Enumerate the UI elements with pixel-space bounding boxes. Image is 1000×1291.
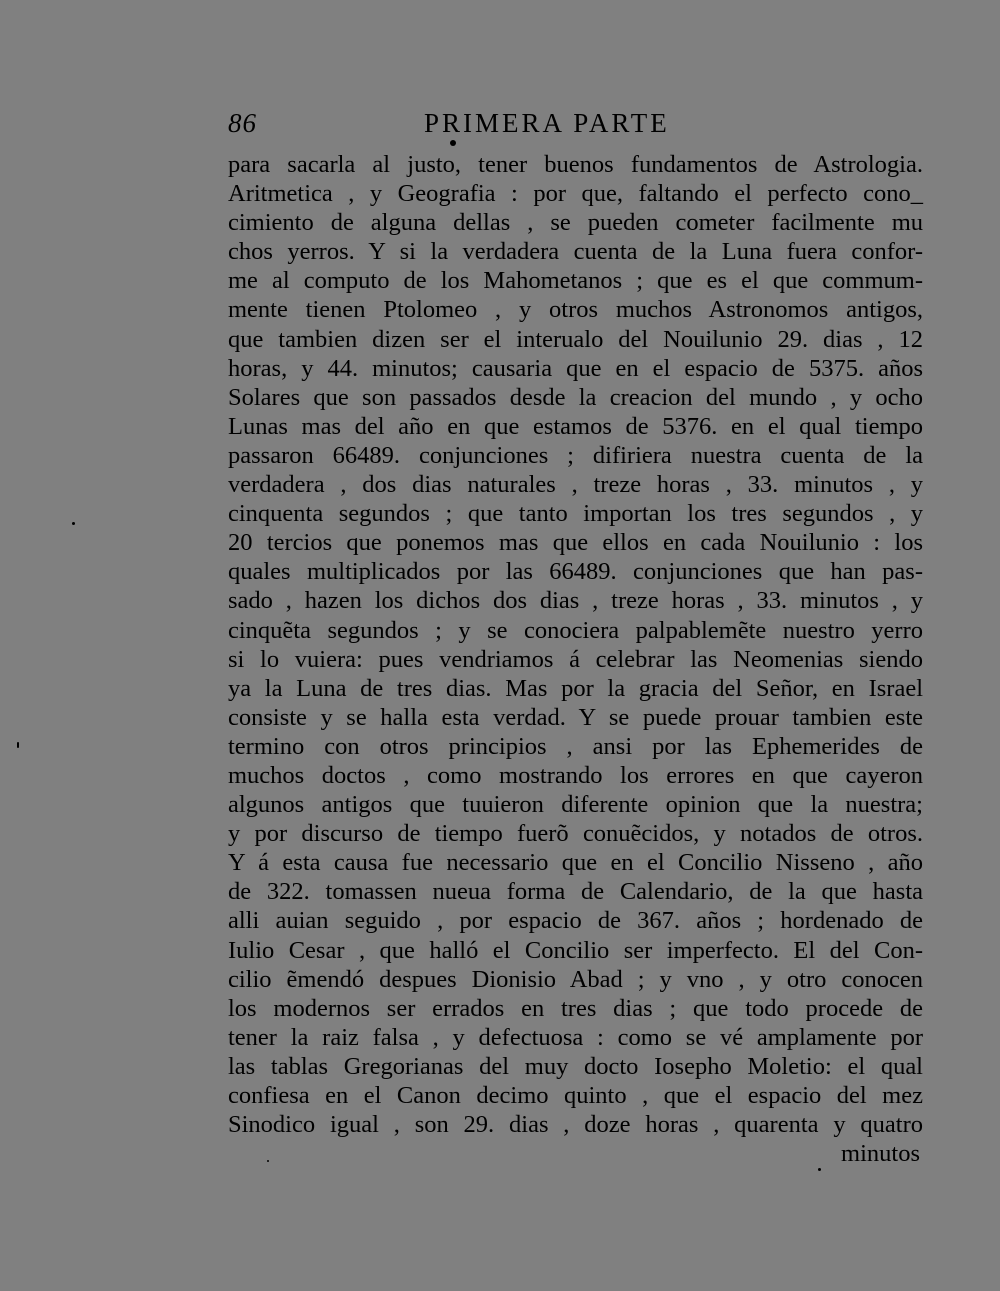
text-line: verdadera , dos dias naturales , treze horas , 33. minutos , y <box>228 471 923 499</box>
text-line: me al computo de los Mahometanos ; que es el que commum- <box>228 267 923 295</box>
text-line: algunos antigos que tuuieron diferente opinion que la nuestra; <box>228 791 923 819</box>
text-line: confiesa en el Canon decimo quinto , que el espacio del mez <box>228 1082 923 1109</box>
catchword: minutos <box>841 1140 920 1168</box>
text-line: Lunas mas del año en que estamos de 5376. en el qual tiempo <box>228 412 923 440</box>
text-line: Y á esta causa fue necessario que en el Concilio Nisseno , año <box>228 849 923 877</box>
text-line: passaron 66489. conjunciones ; difiriera nuestra cuenta de la <box>228 441 923 469</box>
page-header <box>228 108 728 144</box>
text-line: de 322. tomassen nueua forma de Calendario, de la que hasta <box>228 878 923 906</box>
page-number: 86 <box>228 108 257 138</box>
ink-speck <box>72 522 75 525</box>
text-line: que tambien dizen ser el interualo del Nouilunio 29. dias , 12 <box>228 325 923 353</box>
text-line: muchos doctos , como mostrando los errores en que cayeron <box>228 761 923 789</box>
text-line: termino con otros principios , ansi por las Ephemerides de <box>228 732 923 760</box>
text-line: 20 tercios que ponemos mas que ellos en cada Nouilunio : los <box>228 529 923 557</box>
ink-speck <box>17 742 19 748</box>
text-line: y por discurso de tiempo fuerõ conuẽcidos, y notados de otros. <box>228 820 923 848</box>
text-line: Aritmetica , y Geografia : por que, faltando el perfecto cono_ <box>228 180 923 208</box>
text-line: quales multiplicados por las 66489. conjunciones que han pas- <box>228 558 923 586</box>
ink-speck <box>818 1168 821 1171</box>
text-line: sado , hazen los dichos dos dias , treze horas , 33. minutos , y <box>228 587 923 615</box>
text-line: tener la raiz falsa , y defectuosa : como se vé amplamente por <box>228 1023 923 1051</box>
text-line: las tablas Gregorianas del muy docto Iosepho Moletio: el qual <box>228 1052 923 1080</box>
text-line: cilio ẽmendó despues Dionisio Abad ; y vno , y otro conocen <box>228 965 923 993</box>
text-line: cinquẽta segundos ; y se conociera palpablemẽte nuestro yerro <box>228 616 923 644</box>
running-head: PRIMERA PARTE <box>424 108 670 138</box>
text-line: si lo vuiera: pues vendriamos á celebrar las Neomenias siendo <box>228 645 923 673</box>
text-line: Solares que son passados desde la creacion del mundo , y ocho <box>228 383 923 411</box>
ink-speck <box>267 1160 269 1162</box>
text-line: consiste y se halla esta verdad. Y se puede prouar tambien este <box>228 703 923 731</box>
text-line: alli auian seguido , por espacio de 367. años ; hordenado de <box>228 907 923 935</box>
text-line: para sacarla al justo, tener buenos fundamentos de Astrologia. <box>228 151 923 178</box>
text-line: Sinodico igual , son 29. dias , doze horas , quarenta y quatro <box>228 1111 923 1139</box>
text-line: mente tienen Ptolomeo , y otros muchos Astronomos antigos, <box>228 296 923 324</box>
text-line: ya la Luna de tres dias. Mas por la gracia del Señor, en Israel <box>228 674 923 702</box>
text-line: Iulio Cesar , que halló el Concilio ser imperfecto. El del Con- <box>228 936 923 964</box>
text-line: los modernos ser errados en tres dias ; que todo procede de <box>228 994 923 1022</box>
ink-speck <box>450 140 456 146</box>
text-line: cinquenta segundos ; que tanto importan los tres segundos , y <box>228 500 923 528</box>
text-line: chos yerros. Y si la verdadera cuenta de la Luna fuera confor- <box>228 238 923 266</box>
text-line: cimiento de alguna dellas , se pueden cometer facilmente mu <box>228 209 923 237</box>
body-text <box>228 150 928 1168</box>
text-line: horas, y 44. minutos; causaria que en el espacio de 5375. años <box>228 354 923 382</box>
